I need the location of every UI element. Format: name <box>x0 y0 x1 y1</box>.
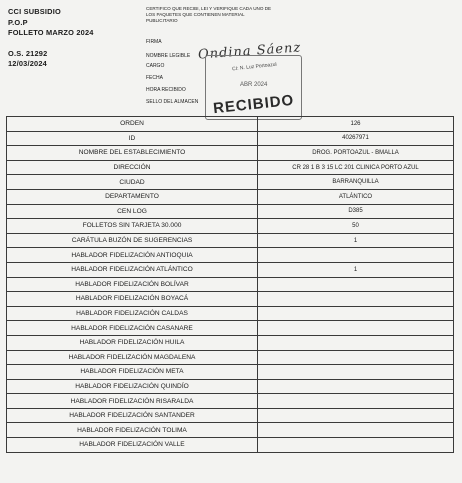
row-label: HABLADOR FIDELIZACIÓN SANTANDER <box>7 408 258 423</box>
row-label: ORDEN <box>7 117 258 132</box>
table-row <box>7 394 454 409</box>
field-nombre-legible: NOMBRE LEGIBLE <box>146 53 191 59</box>
row-label: HABLADOR FIDELIZACIÓN META <box>7 365 258 380</box>
table-row <box>7 160 454 175</box>
service-order: O.S. 21292 <box>8 48 48 58</box>
table-row <box>7 306 454 321</box>
table-row <box>7 262 454 277</box>
row-value <box>258 365 454 380</box>
row-value <box>258 350 454 365</box>
row-label: CARÁTULA BUZÓN DE SUGERENCIAS <box>7 233 258 248</box>
row-value: BARRANQUILLA <box>258 175 454 190</box>
row-value <box>258 277 454 292</box>
row-label: FOLLETOS SIN TARJETA 30.000 <box>7 219 258 234</box>
campaign-title: FOLLETO MARZO 2024 <box>8 28 94 37</box>
row-label: ID <box>7 131 258 146</box>
row-label: HABLADOR FIDELIZACIÓN BOYACÁ <box>7 292 258 307</box>
header-date: 12/03/2024 <box>8 59 47 68</box>
row-label: HABLADOR FIDELIZACIÓN HUILA <box>7 335 258 350</box>
table-row <box>7 189 454 204</box>
table-row <box>7 350 454 365</box>
row-label: DEPARTAMENTO <box>7 189 258 204</box>
stamp-date-text: ABR 2024 <box>240 82 268 88</box>
table-row <box>7 175 454 190</box>
row-label: HABLADOR FIDELIZACIÓN ATLÁNTICO <box>7 262 258 277</box>
row-value: ATLÁNTICO <box>258 189 454 204</box>
table-row <box>7 117 454 132</box>
row-value: 126 <box>258 117 454 132</box>
row-value <box>258 248 454 263</box>
row-label: HABLADOR FIDELIZACIÓN ANTIOQUIA <box>7 248 258 263</box>
row-value <box>258 292 454 307</box>
row-label: HABLADOR FIDELIZACIÓN TOLIMA <box>7 423 258 438</box>
row-label: NOMBRE DEL ESTABLECIMIENTO <box>7 146 258 161</box>
field-fecha: FECHA <box>146 75 163 81</box>
table-row <box>7 438 454 453</box>
row-label: HABLADOR FIDELIZACIÓN QUINDÍO <box>7 379 258 394</box>
row-value <box>258 379 454 394</box>
program-title: CCI SUBSIDIO <box>8 7 61 16</box>
row-label: CIUDAD <box>7 175 258 190</box>
row-label: HABLADOR FIDELIZACIÓN VALLE <box>7 438 258 453</box>
row-value <box>258 423 454 438</box>
row-label: HABLADOR FIDELIZACIÓN RISARALDA <box>7 394 258 409</box>
order-table <box>6 116 454 453</box>
table-row <box>7 146 454 161</box>
field-firma: FIRMA <box>146 39 162 45</box>
table-row <box>7 335 454 350</box>
table-row <box>7 292 454 307</box>
field-hora-recibido: HORA RECIBIDO <box>146 87 186 93</box>
row-label: HABLADOR FIDELIZACIÓN MAGDALENA <box>7 350 258 365</box>
row-label: HABLADOR FIDELIZACIÓN BOLÍVAR <box>7 277 258 292</box>
table-row <box>7 248 454 263</box>
program-subtitle: P.O.P <box>8 17 28 27</box>
row-value <box>258 408 454 423</box>
row-label: DIRECCIÓN <box>7 160 258 175</box>
row-label: CEN LOG <box>7 204 258 219</box>
table-row <box>7 423 454 438</box>
row-value: 50 <box>258 219 454 234</box>
row-value <box>258 438 454 453</box>
row-value: CR 28 1 B 3 15 LC 201 CLINICA PORTO AZUL <box>258 160 454 175</box>
stamp-recibido: RECIBIDO <box>212 91 296 118</box>
certification-text: CERTIFICO QUE RECIBI, LEI Y VERIFIQUE CADA UNO DE LOS PAQUETES QUE CONTIENEN MATERIAL PUBLICITARIO <box>146 6 272 23</box>
table-row <box>7 204 454 219</box>
row-value <box>258 394 454 409</box>
stamp-top-text: CI: N. Luz Portoazul <box>231 61 277 73</box>
row-value: D385 <box>258 204 454 219</box>
table-row <box>7 131 454 146</box>
field-sello-almacen: SELLO DEL ALMACEN <box>146 99 199 105</box>
table-row <box>7 233 454 248</box>
table-row <box>7 379 454 394</box>
table-row <box>7 408 454 423</box>
table-row <box>7 277 454 292</box>
row-value <box>258 306 454 321</box>
row-value: 40267971 <box>258 131 454 146</box>
row-value: DROG. PORTOAZUL - BMALLA <box>258 146 454 161</box>
row-value <box>258 321 454 336</box>
handwritten-signature: Ondina Sáenz <box>197 40 302 63</box>
row-label: HABLADOR FIDELIZACIÓN CALDAS <box>7 306 258 321</box>
row-label: HABLADOR FIDELIZACIÓN CASANARE <box>7 321 258 336</box>
field-cargo: CARGO <box>146 63 165 69</box>
row-value: 1 <box>258 262 454 277</box>
header-left-block <box>8 7 94 70</box>
table-row <box>7 219 454 234</box>
table-row <box>7 321 454 336</box>
row-value <box>258 335 454 350</box>
table-row <box>7 365 454 380</box>
row-value: 1 <box>258 233 454 248</box>
